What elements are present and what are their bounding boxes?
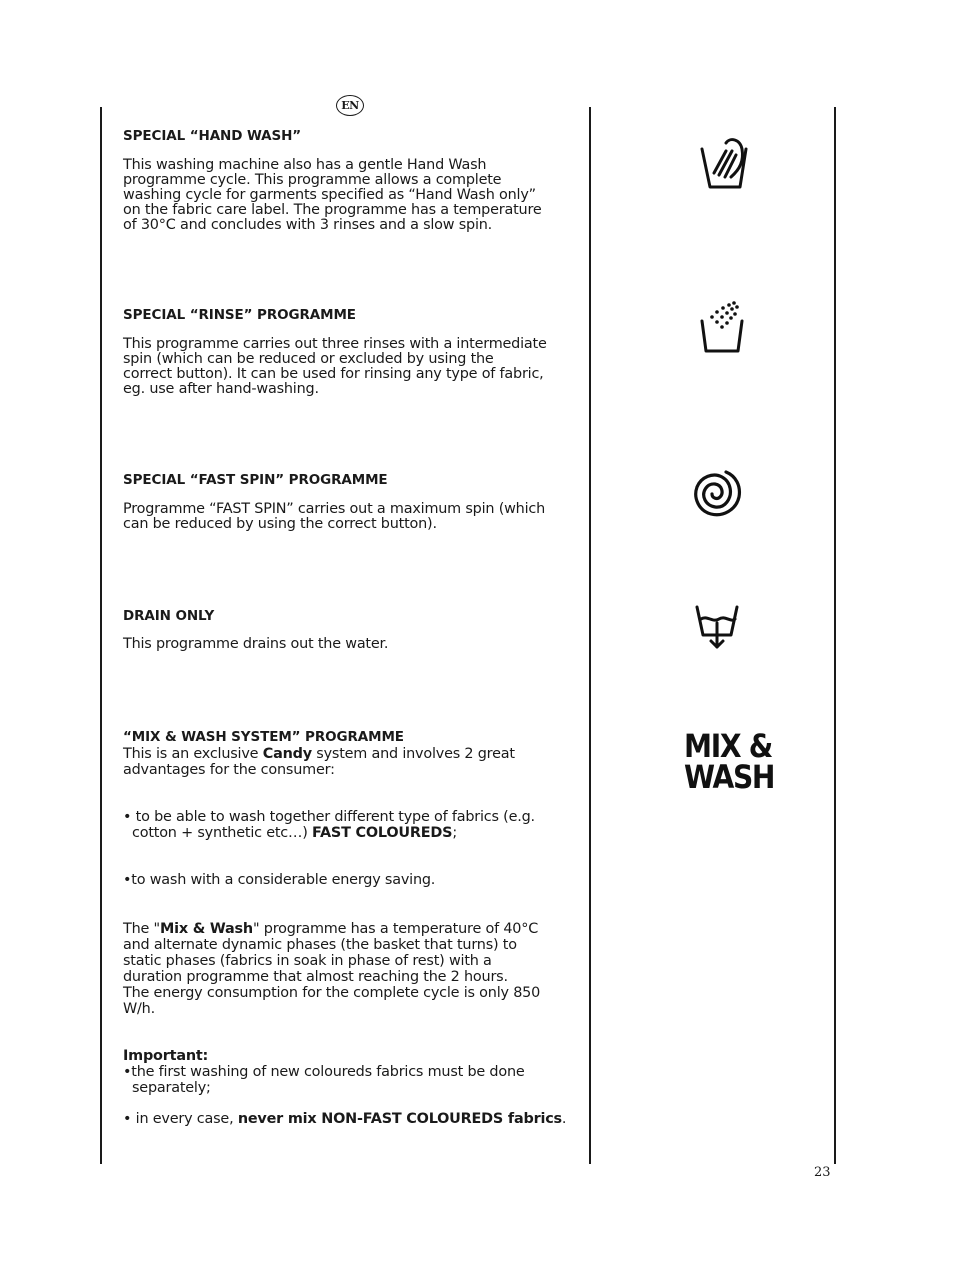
hand-wash-title: SPECIAL “HAND WASH” [123,128,302,144]
important-label: Important: [123,1048,209,1064]
rinse-line: spin (which can be reduced or excluded by using the [123,351,494,367]
mix-wash-intro [123,746,573,778]
mix-wash-logo: MIX & WASH [684,727,775,796]
drain-text [123,637,573,652]
mix-wash-intro-line: advantages for the consumer: [123,762,335,778]
page-number: 23 [814,1165,831,1180]
hand-wash-line: on the fabric care label. The programme has a temperature [123,202,542,218]
brand-name: Candy [262,746,312,762]
language-badge: EN [336,95,364,116]
rinse-title: SPECIAL “RINSE” PROGRAMME [123,307,356,323]
rinse-icon [696,299,748,355]
mix-wash-bullet-2: •to wash with a considerable energy saving. [123,872,436,888]
fast-spin-title: SPECIAL “FAST SPIN” PROGRAMME [123,472,388,488]
rinse-line: eg. use after hand-washing. [123,381,319,397]
left-rule [100,107,102,1164]
drain-icon [693,601,743,651]
important-note: Important: •the first washing of new coloureds fabrics must be done separately; [123,1048,573,1096]
hand-wash-text [123,158,573,233]
final-warning: • in every case, never mix NON-FAST COLOUREDS fabrics. [123,1111,567,1127]
middle-rule [589,107,591,1164]
hand-wash-line: washing cycle for garments specified as “Hand Wash only” [123,187,536,203]
hand-wash-icon [696,127,752,191]
fast-spin-line: Programme “FAST SPIN” carries out a maximum spin (which [123,501,546,517]
right-rule [834,107,836,1164]
drain-line: This programme drains out the water. [123,636,389,652]
mix-wash-intro-line: This is an exclusive Candy system and involves 2 great [123,746,515,762]
fast-spin-text [123,502,573,532]
spin-icon [690,466,744,520]
mix-wash-paragraph: The "Mix & Wash" programme has a temperature of 40°C and alternate dynamic phases (the basket that turns) to static phases (fabrics in soak in phase of rest) with a duration programme that almost reaching the 2 hours. The energy consumption for the complete cycle is only 850 W/h. [123,921,541,1017]
rinse-text [123,337,573,397]
rinse-line: This programme carries out three rinses with a intermediate [123,336,547,352]
hand-wash-line: programme cycle. This programme allows a complete [123,172,502,188]
fast-spin-line: can be reduced by using the correct button). [123,516,437,532]
hand-wash-line: of 30°C and concludes with 3 rinses and a slow spin. [123,217,493,233]
hand-wash-line: This washing machine also has a gentle Hand Wash [123,157,487,173]
drain-title: DRAIN ONLY [123,608,215,624]
mix-wash-title: “MIX & WASH SYSTEM” PROGRAMME [123,729,404,745]
mix-wash-bullet-1: • to be able to wash together different type of fabrics (e.g. cotton + synthetic etc…) FAST COLOUREDS; [123,809,535,841]
rinse-line: correct button). It can be used for rinsing any type of fabric, [123,366,544,382]
